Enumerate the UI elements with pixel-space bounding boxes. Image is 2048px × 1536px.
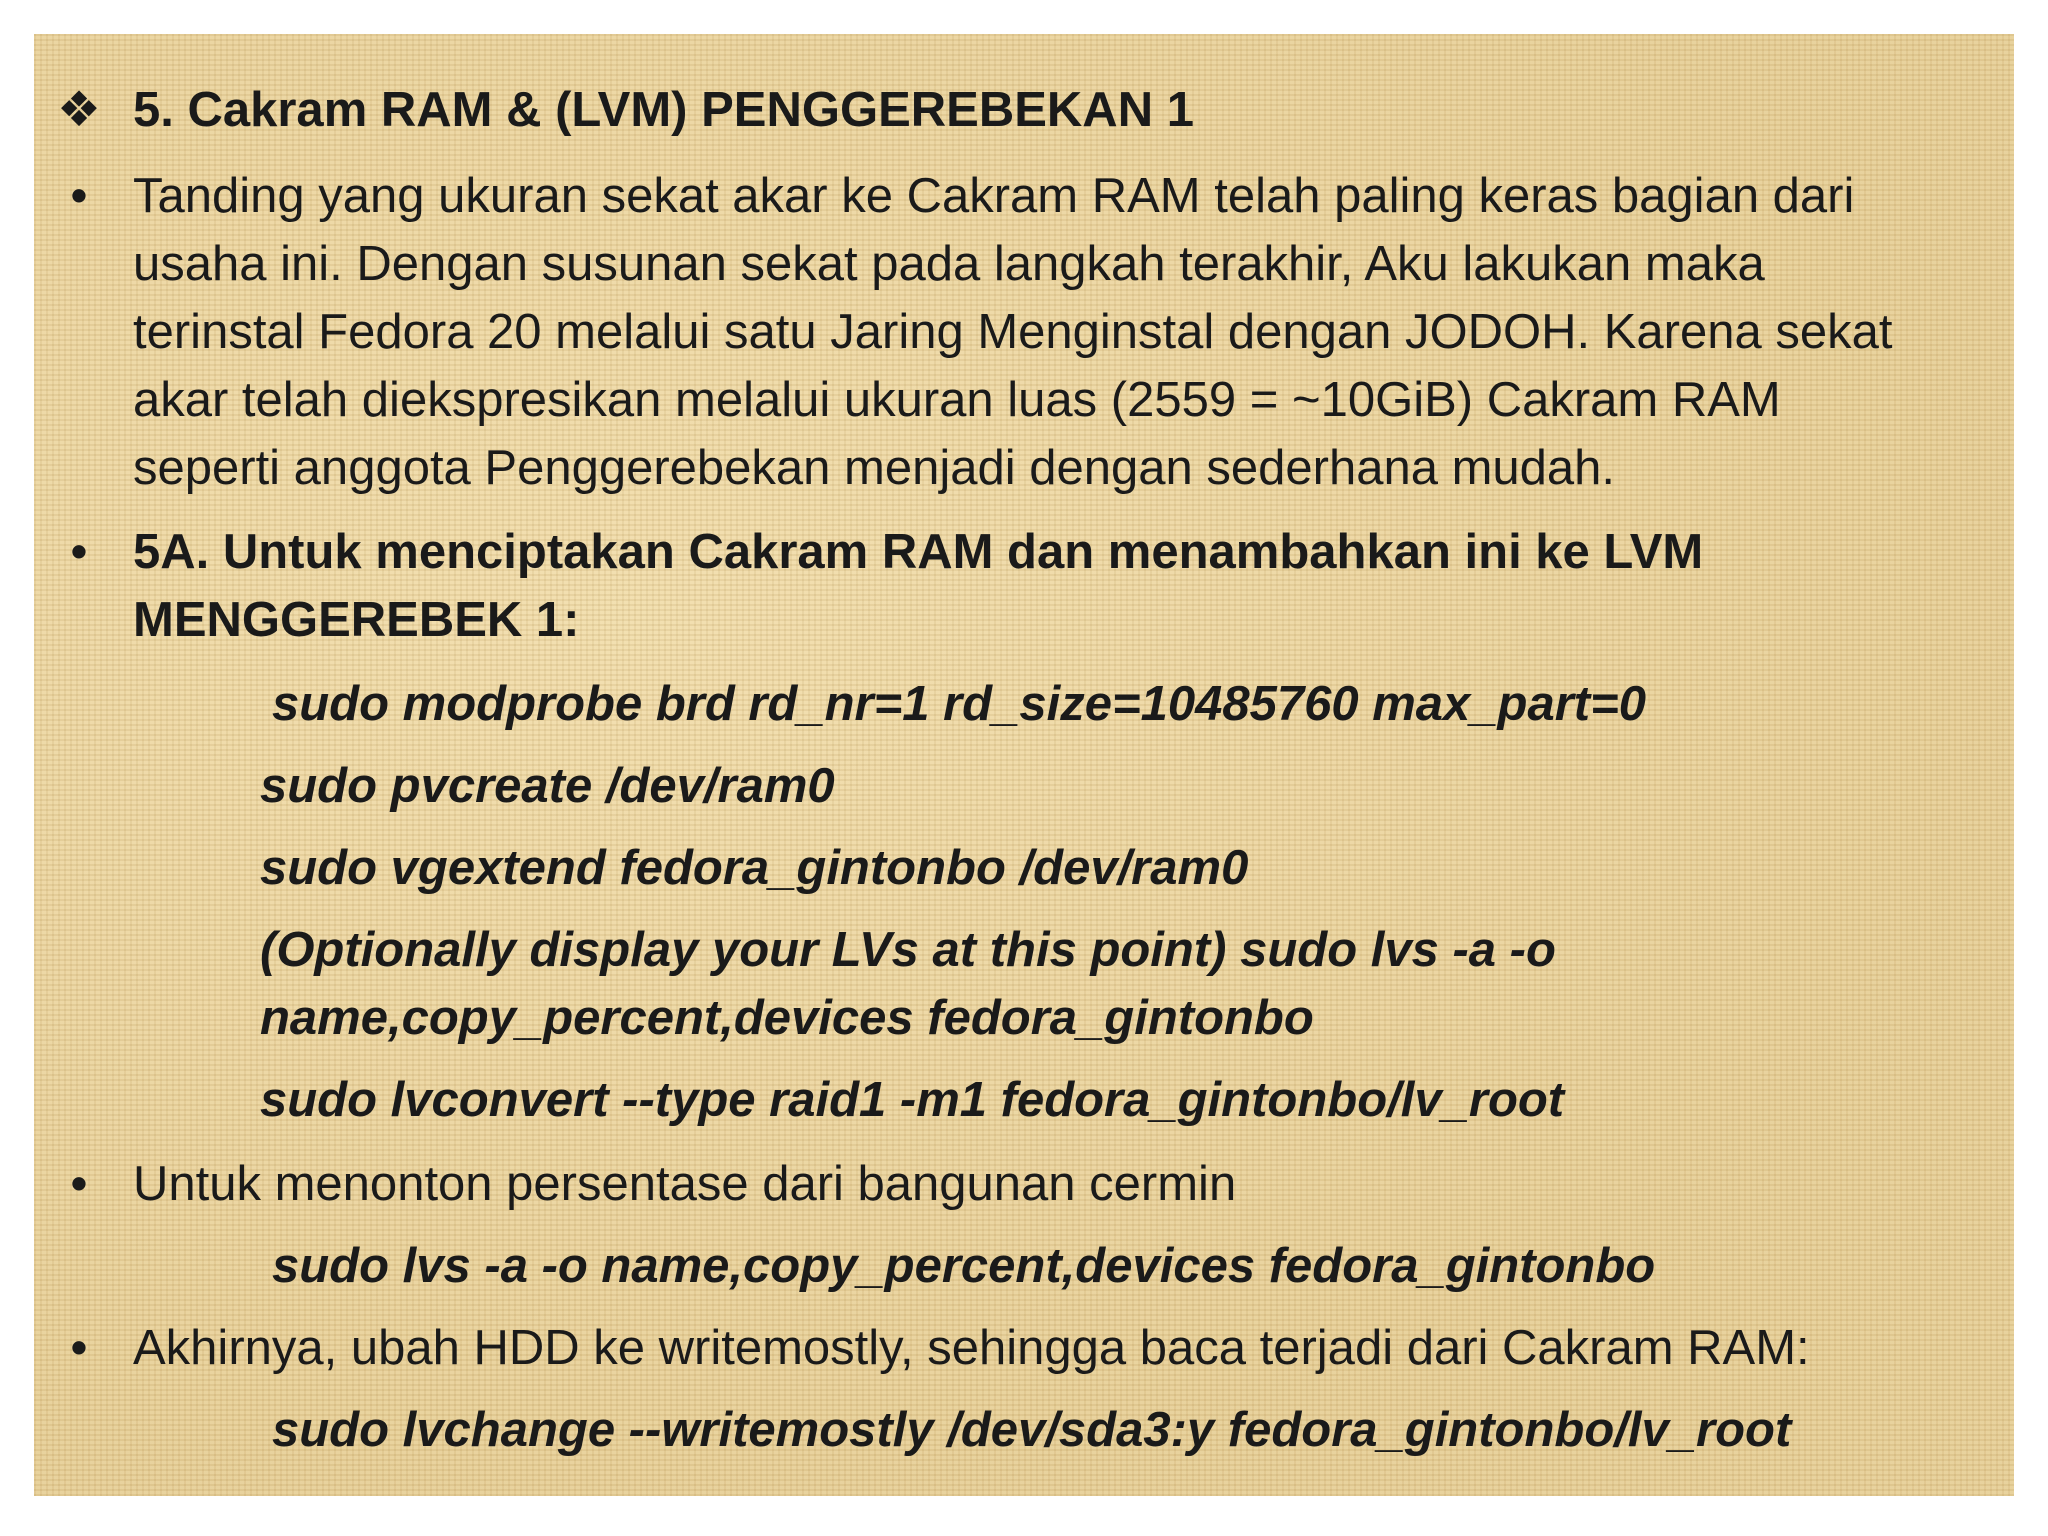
bullet-icon: • (70, 1321, 88, 1375)
command-vgextend: sudo vgextend fedora_gintonbo /dev/ram0 (260, 841, 1249, 895)
command-pvcreate: sudo pvcreate /dev/ram0 (260, 759, 835, 813)
command-modprobe: sudo modprobe brd rd_nr=1 rd_size=10485760 max_part=0 (272, 677, 1646, 731)
command-lvs-args: name,copy_percent,devices fedora_gintonbo (260, 991, 1314, 1045)
command-lvs-note: (Optionally display your LVs at this point) sudo lvs -a -o (260, 923, 1556, 977)
watch-text: Untuk menonton persentase dari bangunan cermin (133, 1157, 1237, 1211)
paragraph-line: terinstal Fedora 20 melalui satu Jaring Menginstal dengan JODOH. Karena sekat (133, 305, 1893, 359)
paragraph-line: Tanding yang ukuran sekat akar ke Cakram RAM telah paling keras bagian dari (133, 169, 1855, 223)
command-lvconvert: sudo lvconvert --type raid1 -m1 fedora_gintonbo/lv_root (260, 1073, 1565, 1127)
command-lvs-watch: sudo lvs -a -o name,copy_percent,devices fedora_gintonbo (272, 1239, 1656, 1293)
paragraph-line: seperti anggota Penggerebekan menjadi dengan sederhana mudah. (133, 441, 1616, 495)
section-5a-line: MENGGEREBEK 1: (133, 593, 580, 647)
bullet-icon: • (70, 525, 88, 579)
four-diamond-bullet-icon: ❖ (57, 83, 101, 137)
bullet-icon: • (70, 1157, 88, 1211)
paragraph-line: usaha ini. Dengan susunan sekat pada langkah terakhir, Aku lakukan maka (133, 237, 1765, 291)
heading-text: 5. Cakram RAM & (LVM) PENGGEREBEKAN 1 (133, 83, 1194, 137)
command-lvchange: sudo lvchange --writemostly /dev/sda3:y fedora_gintonbo/lv_root (272, 1403, 1792, 1457)
section-5a-line: 5A. Untuk menciptakan Cakram RAM dan menambahkan ini ke LVM (133, 525, 1704, 579)
slide (34, 34, 2014, 1496)
paragraph-line: akar telah diekspresikan melalui ukuran luas (2559 = ~10GiB) Cakram RAM (133, 373, 1781, 427)
bullet-icon: • (70, 169, 88, 223)
finally-text: Akhirnya, ubah HDD ke writemostly, sehingga baca terjadi dari Cakram RAM: (133, 1321, 1810, 1375)
